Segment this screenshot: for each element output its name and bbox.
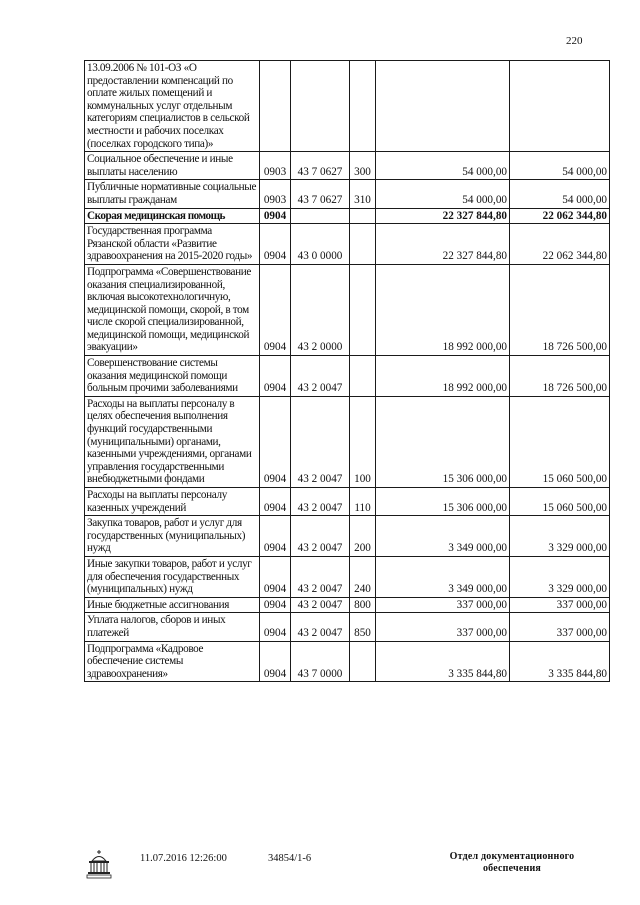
cell-amount-second: 3 329 000,00 (510, 516, 610, 557)
cell-amount-second: 54 000,00 (510, 152, 610, 180)
table-row (85, 396, 610, 487)
cell-name: Скорая медицинская помощь (85, 208, 260, 224)
cell-expense-type (350, 264, 376, 355)
cell-name: Закупка товаров, работ и услуг для государственных (муниципальных) нужд (85, 516, 260, 557)
cell-section-code: 0904 (260, 356, 291, 397)
cell-target-code: 43 0 0000 (291, 224, 350, 265)
cell-amount-second: 54 000,00 (510, 180, 610, 208)
cell-target-code: 43 7 0627 (291, 152, 350, 180)
cell-name: Иные закупки товаров, работ и услуг для обеспечения государственных (муниципальных) нужд (85, 556, 260, 597)
cell-expense-type (350, 356, 376, 397)
cell-amount-first: 337 000,00 (376, 597, 510, 613)
cell-amount-second: 337 000,00 (510, 613, 610, 641)
table-row (85, 597, 610, 613)
cell-name: Расходы на выплаты персоналу казенных учреждений (85, 488, 260, 516)
cell-amount-second: 18 726 500,00 (510, 356, 610, 397)
cell-amount-first: 54 000,00 (376, 180, 510, 208)
cell-amount-second: 3 335 844,80 (510, 641, 610, 682)
table-row (85, 613, 610, 641)
cell-expense-type: 100 (350, 396, 376, 487)
cell-target-code: 43 2 0000 (291, 264, 350, 355)
cell-name: Подпрограмма «Совершенствование оказания специализированной, включая высокотехнологичную, медицинской помощи, скорой, в том числе скорой специализированной, медицинской помощи, медицинской эвакуации» (85, 264, 260, 355)
table-row (85, 641, 610, 682)
cell-section-code: 0904 (260, 641, 291, 682)
cell-amount-first: 54 000,00 (376, 152, 510, 180)
table-row (85, 152, 610, 180)
cell-section-code: 0904 (260, 264, 291, 355)
table-row (85, 556, 610, 597)
cell-expense-type (350, 208, 376, 224)
cell-section-code: 0904 (260, 556, 291, 597)
cell-amount-second (510, 61, 610, 152)
budget-table (84, 60, 610, 682)
cell-expense-type: 240 (350, 556, 376, 597)
cell-expense-type (350, 61, 376, 152)
cell-amount-second: 22 062 344,80 (510, 224, 610, 265)
footer-date-time: 11.07.2016 12:26:00 (140, 853, 227, 864)
cell-section-code: 0903 (260, 152, 291, 180)
table-row (85, 61, 610, 152)
cell-name: Подпрограмма «Кадровое обеспечение системы здравоохранения» (85, 641, 260, 682)
table-row (85, 264, 610, 355)
cell-name: Иные бюджетные ассигнования (85, 597, 260, 613)
cell-amount-second: 22 062 344,80 (510, 208, 610, 224)
table-row (85, 488, 610, 516)
cell-name: Расходы на выплаты персоналу в целях обеспечения выполнения функций государственными (муниципальными) органами, казенными учреждениями, органами управления государственными внебюджетными фондами (85, 396, 260, 487)
footer-department: Отдел документационного обеспечения (449, 851, 575, 874)
cell-amount-first: 22 327 844,80 (376, 224, 510, 265)
table-row (85, 224, 610, 265)
cell-target-code: 43 2 0047 (291, 488, 350, 516)
cell-target-code: 43 2 0047 (291, 516, 350, 557)
cell-amount-second: 337 000,00 (510, 597, 610, 613)
table-row (85, 208, 610, 224)
cell-expense-type (350, 641, 376, 682)
duma-building-emblem-icon (86, 849, 112, 879)
cell-amount-first: 22 327 844,80 (376, 208, 510, 224)
footer-doc-number: 34854/1-6 (268, 853, 312, 864)
table-row (85, 516, 610, 557)
cell-section-code: 0904 (260, 208, 291, 224)
cell-target-code: 43 2 0047 (291, 613, 350, 641)
cell-amount-second: 15 060 500,00 (510, 396, 610, 487)
cell-amount-second: 3 329 000,00 (510, 556, 610, 597)
cell-section-code: 0904 (260, 516, 291, 557)
cell-name: 13.09.2006 № 101-ОЗ «О предоставлении компенсаций по оплате жилых помещений и коммунальных услуг отдельным категориям специалистов в сельской местности и рабочих поселках (поселках городского типа)» (85, 61, 260, 152)
cell-target-code: 43 7 0000 (291, 641, 350, 682)
cell-section-code (260, 61, 291, 152)
cell-amount-second: 15 060 500,00 (510, 488, 610, 516)
cell-amount-first (376, 61, 510, 152)
cell-name: Уплата налогов, сборов и иных платежей (85, 613, 260, 641)
cell-name: Социальное обеспечение и иные выплаты населению (85, 152, 260, 180)
cell-amount-first: 3 349 000,00 (376, 556, 510, 597)
cell-amount-first: 337 000,00 (376, 613, 510, 641)
cell-name: Государственная программа Рязанской области «Развитие здравоохранения на 2015-2020 годы» (85, 224, 260, 265)
table-row (85, 180, 610, 208)
cell-expense-type: 310 (350, 180, 376, 208)
page-number: 220 (566, 35, 583, 47)
cell-expense-type: 800 (350, 597, 376, 613)
cell-amount-first: 15 306 000,00 (376, 488, 510, 516)
cell-expense-type (350, 224, 376, 265)
cell-amount-first: 18 992 000,00 (376, 264, 510, 355)
table-row (85, 356, 610, 397)
cell-section-code: 0904 (260, 488, 291, 516)
cell-section-code: 0903 (260, 180, 291, 208)
cell-target-code: 43 2 0047 (291, 396, 350, 487)
cell-expense-type: 110 (350, 488, 376, 516)
cell-section-code: 0904 (260, 597, 291, 613)
cell-amount-first: 3 349 000,00 (376, 516, 510, 557)
cell-name: Публичные нормативные социальные выплаты гражданам (85, 180, 260, 208)
cell-section-code: 0904 (260, 396, 291, 487)
cell-target-code: 43 2 0047 (291, 597, 350, 613)
cell-expense-type: 300 (350, 152, 376, 180)
cell-target-code: 43 7 0627 (291, 180, 350, 208)
cell-name: Совершенствование системы оказания медицинской помощи больным прочими заболеваниями (85, 356, 260, 397)
cell-amount-second: 18 726 500,00 (510, 264, 610, 355)
cell-amount-first: 3 335 844,80 (376, 641, 510, 682)
cell-target-code (291, 61, 350, 152)
cell-amount-first: 18 992 000,00 (376, 356, 510, 397)
cell-expense-type: 200 (350, 516, 376, 557)
cell-amount-first: 15 306 000,00 (376, 396, 510, 487)
cell-section-code: 0904 (260, 224, 291, 265)
cell-section-code: 0904 (260, 613, 291, 641)
cell-target-code (291, 208, 350, 224)
cell-expense-type: 850 (350, 613, 376, 641)
cell-target-code: 43 2 0047 (291, 356, 350, 397)
cell-target-code: 43 2 0047 (291, 556, 350, 597)
